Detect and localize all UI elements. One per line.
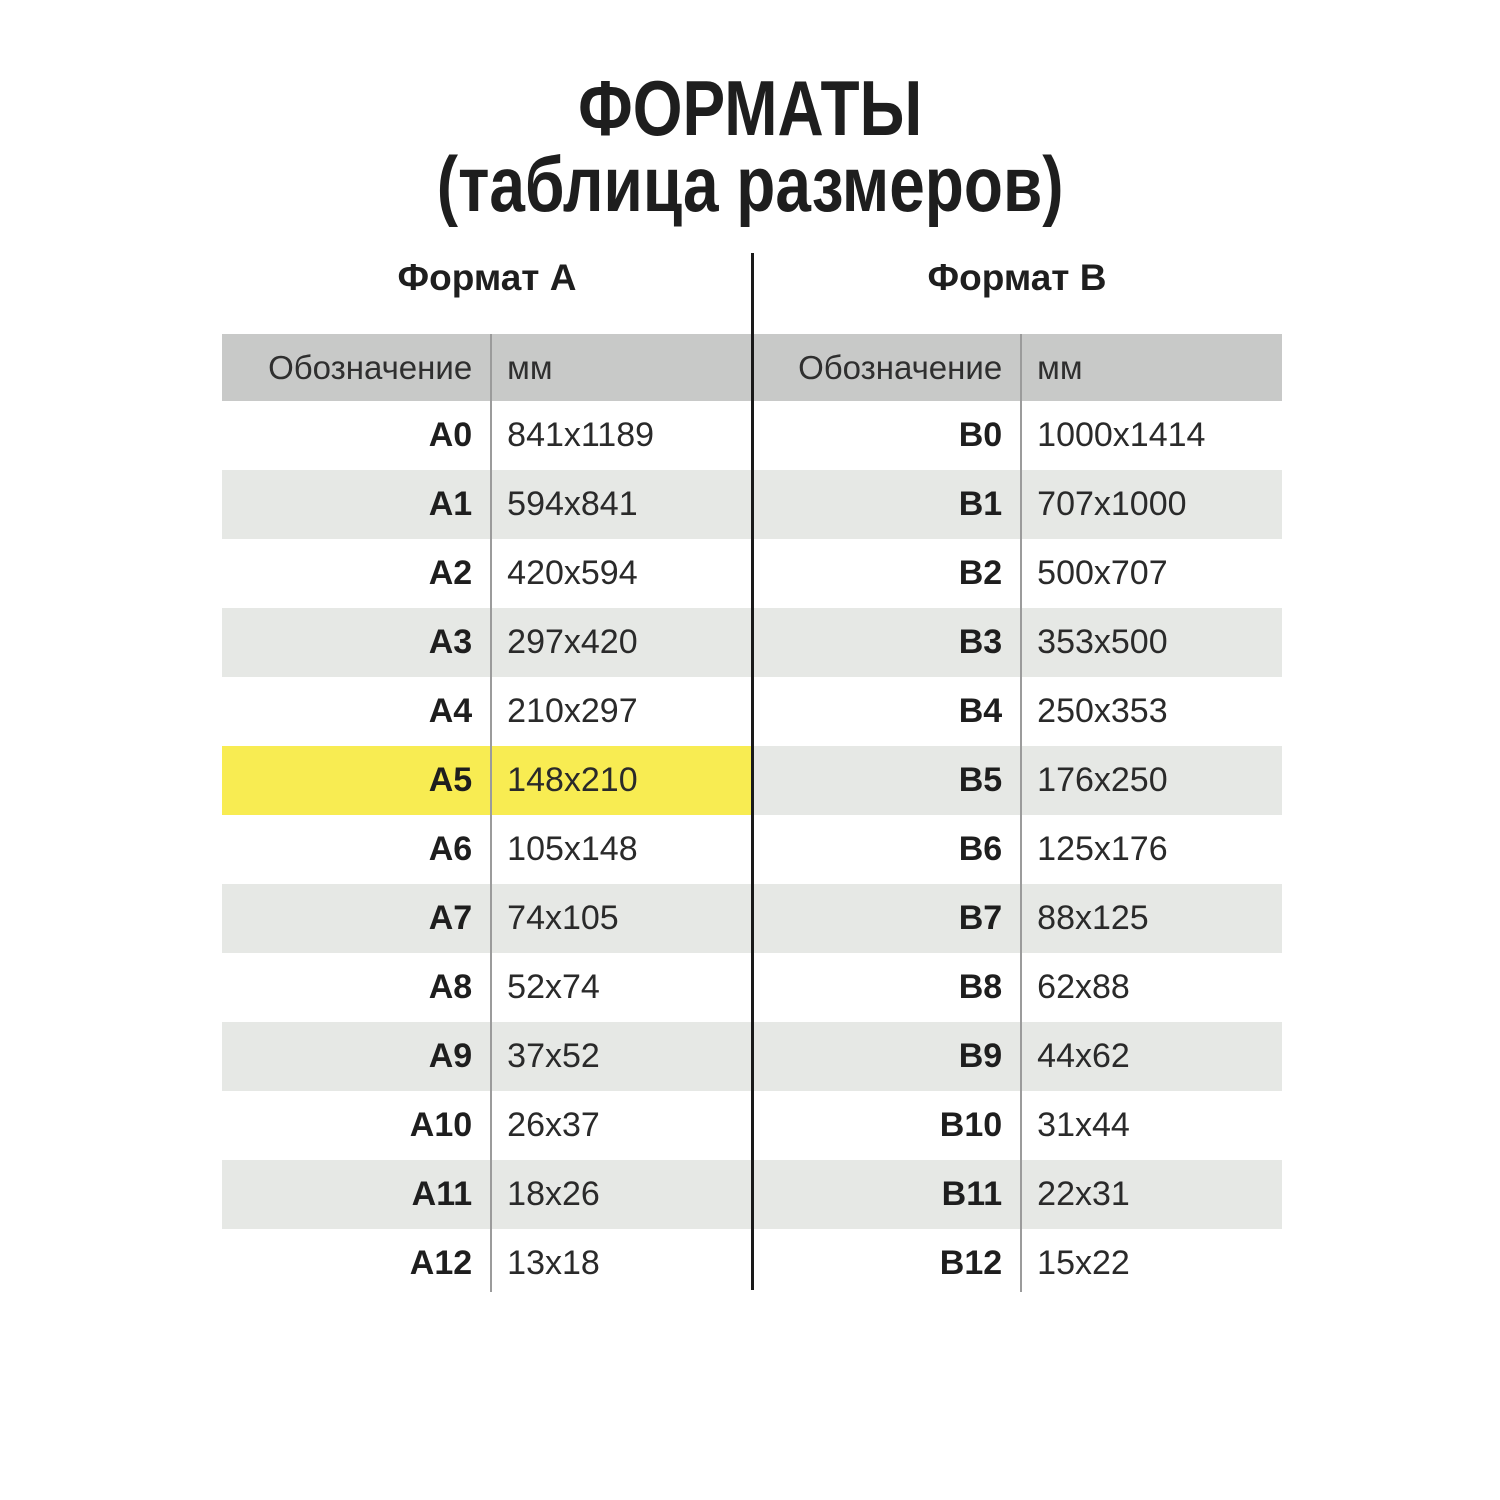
- format-a-row-half: [222, 1091, 752, 1160]
- format-a-row-half: [222, 677, 752, 746]
- format-b-size-cell: 44x62: [1037, 1037, 1130, 1075]
- format-b-designation-cell: B3: [958, 623, 1003, 661]
- format-a-size-cell: 18x26: [507, 1175, 600, 1213]
- size-table-board: [222, 253, 1282, 1298]
- format-a-designation-cell: A8: [428, 968, 473, 1006]
- format-b-size-cell: 15x22: [1037, 1244, 1130, 1282]
- format-a-header-half: [222, 334, 752, 401]
- format-b-designation-cell: B12: [939, 1244, 1003, 1282]
- format-b-size-cell: 176x250: [1037, 761, 1168, 799]
- format-a-designation-cell: A7: [428, 899, 473, 937]
- format-a-designation-cell: A6: [428, 830, 473, 868]
- format-a-size-cell: 210x297: [507, 692, 638, 730]
- format-b-size-cell: 88x125: [1037, 899, 1149, 937]
- format-a-designation-cell: A9: [428, 1037, 473, 1075]
- format-a-row-half: [222, 470, 752, 539]
- format-b-size-cell: 500x707: [1037, 554, 1168, 592]
- format-a-size-cell: 74x105: [507, 899, 619, 937]
- column-divider-a: [490, 334, 492, 1292]
- format-b-designation-cell: B9: [958, 1037, 1003, 1075]
- format-a-size-cell: 105x148: [507, 830, 638, 868]
- format-a-size-cell: 594x841: [507, 485, 638, 523]
- format-b-row-half: [752, 953, 1282, 1022]
- mm-header-b: мм: [1037, 348, 1083, 386]
- format-a-size-cell: 148x210: [507, 761, 638, 799]
- format-a-row-half: [222, 884, 752, 953]
- format-b-designation-cell: B5: [958, 761, 1003, 799]
- format-b-row-half: [752, 470, 1282, 539]
- format-b-size-cell: 250x353: [1037, 692, 1168, 730]
- format-b-size-cell: 31x44: [1037, 1106, 1130, 1144]
- format-b-row-half: [752, 1022, 1282, 1091]
- format-b-row-half: [752, 1091, 1282, 1160]
- format-a-row-half: [222, 1229, 752, 1298]
- format-a-designation-cell: A2: [428, 554, 473, 592]
- format-a-size-cell: 420x594: [507, 554, 638, 592]
- format-b-size-cell: 125x176: [1037, 830, 1168, 868]
- format-b-row-half: [752, 884, 1282, 953]
- format-b-header-half: [752, 334, 1282, 401]
- format-b-designation-cell: B4: [958, 692, 1003, 730]
- format-a-designation-cell: A0: [428, 416, 473, 454]
- designation-header-b: Обозначение: [798, 348, 1003, 386]
- format-b-row-half: [752, 1229, 1282, 1298]
- column-divider-b: [1020, 334, 1022, 1292]
- title-line-2: (таблица размеров): [436, 140, 1064, 228]
- format-a-designation-cell: A11: [411, 1175, 473, 1213]
- format-a-row-half: [222, 953, 752, 1022]
- format-a-designation-cell: A12: [409, 1244, 473, 1282]
- format-a-row-half: [222, 401, 752, 470]
- format-b-designation-cell: B2: [958, 554, 1003, 592]
- format-a-row-half: [222, 1160, 752, 1229]
- format-b-row-half: [752, 677, 1282, 746]
- format-b-size-cell: 62x88: [1037, 968, 1130, 1006]
- format-b-size-cell: 353x500: [1037, 623, 1168, 661]
- format-a-heading: Формат А: [397, 257, 577, 298]
- format-b-designation-cell: B11: [941, 1175, 1003, 1213]
- format-b-row-half: [752, 608, 1282, 677]
- format-b-row-half: [752, 815, 1282, 884]
- format-b-size-cell: 22x31: [1037, 1175, 1130, 1213]
- format-b-size-cell: 707x1000: [1037, 485, 1187, 523]
- format-a-size-cell: 13x18: [507, 1244, 600, 1282]
- format-a-designation-cell: A1: [428, 485, 473, 523]
- format-b-designation-cell: B6: [958, 830, 1003, 868]
- format-b-row-half: [752, 539, 1282, 608]
- format-b-designation-cell: B1: [958, 485, 1003, 523]
- format-a-size-cell: 26x37: [507, 1106, 600, 1144]
- designation-header-a: Обозначение: [268, 348, 473, 386]
- format-a-designation-cell: A5: [428, 761, 473, 799]
- format-a-size-cell: 52x74: [507, 968, 600, 1006]
- format-b-designation-cell: B7: [958, 899, 1003, 937]
- format-a-designation-cell: A10: [409, 1106, 473, 1144]
- format-b-row-half: [752, 746, 1282, 815]
- format-a-row-half: [222, 608, 752, 677]
- format-a-size-cell: 37x52: [507, 1037, 600, 1075]
- format-b-designation-cell: B0: [958, 416, 1003, 454]
- format-a-row-half: [222, 746, 752, 815]
- title-line-1: ФОРМАТЫ: [577, 64, 923, 152]
- format-b-designation-cell: B8: [958, 968, 1003, 1006]
- format-a-size-cell: 841x1189: [507, 416, 655, 454]
- format-a-row-half: [222, 815, 752, 884]
- format-a-designation-cell: A4: [428, 692, 473, 730]
- format-b-size-cell: 1000x1414: [1037, 416, 1206, 454]
- format-a-designation-cell: A3: [428, 623, 473, 661]
- center-divider-line: [751, 253, 754, 1290]
- format-a-size-cell: 297x420: [507, 623, 638, 661]
- format-b-designation-cell: B10: [939, 1106, 1003, 1144]
- format-a-row-half: [222, 1022, 752, 1091]
- mm-header-a: мм: [507, 348, 553, 386]
- page-title: [0, 64, 1500, 228]
- format-a-row-half: [222, 539, 752, 608]
- format-b-row-half: [752, 1160, 1282, 1229]
- format-b-heading: Формат В: [927, 257, 1107, 298]
- format-b-row-half: [752, 401, 1282, 470]
